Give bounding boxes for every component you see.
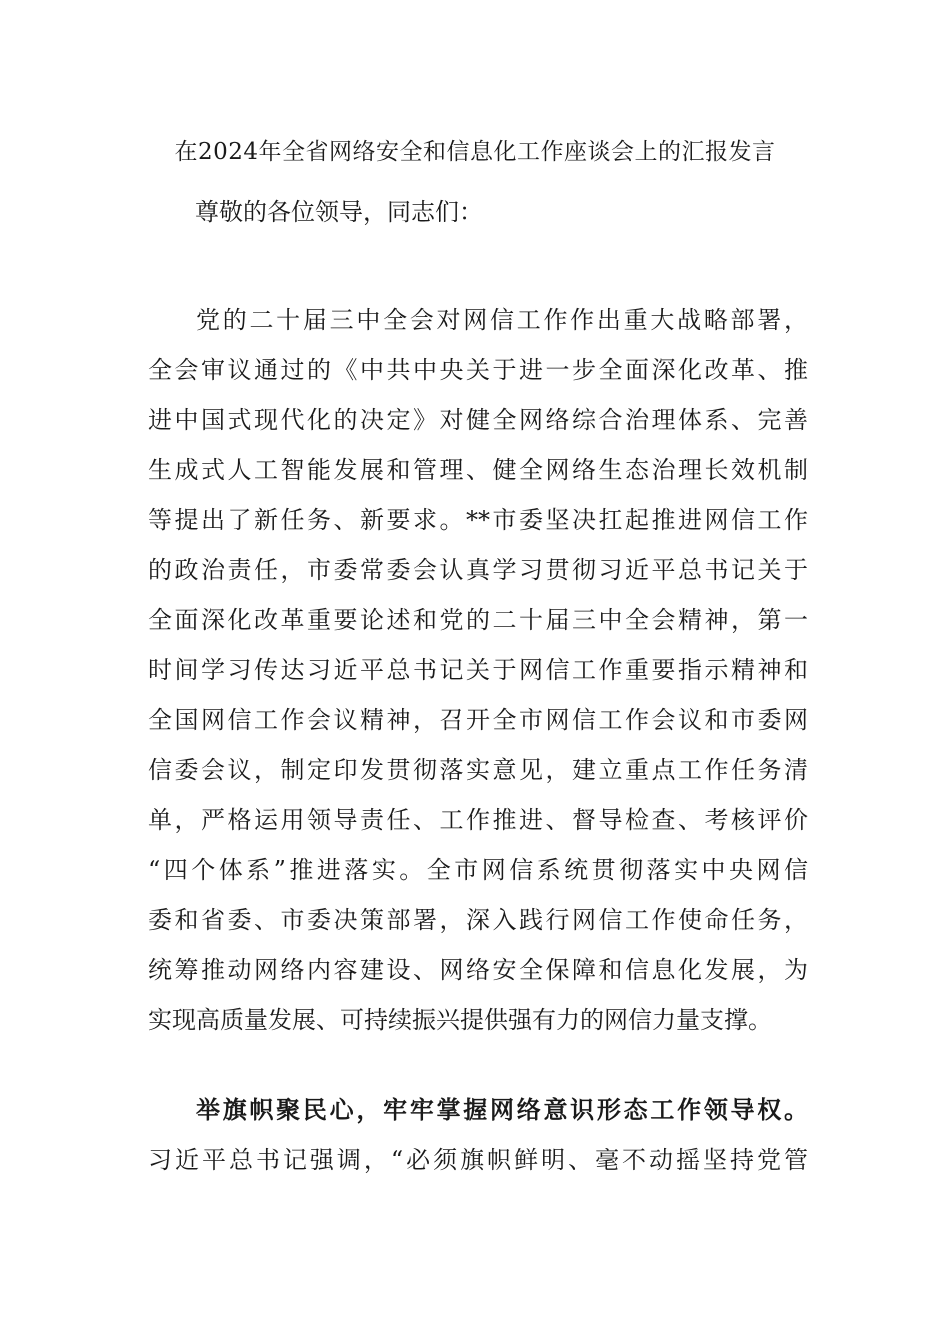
- text-line: 全国网信工作会议精神，召开全市网信工作会议和市委网: [148, 706, 808, 734]
- section-heading: 举旗帜聚民心，牢牢掌握网络意识形态工作领导权。: [196, 1095, 808, 1124]
- paragraph-section-1: [148, 1085, 808, 1185]
- salutation: 尊敬的各位领导，同志们：: [195, 198, 483, 226]
- text-line: “四个体系”推进落实。全市网信系统贯彻落实中央网信: [148, 856, 808, 884]
- document-title: 在2024年全省网络安全和信息化工作座谈会上的汇报发言: [174, 139, 776, 165]
- text-line: 委和省委、市委决策部署，深入践行网信工作使命任务，: [148, 906, 808, 934]
- text-line: 单，严格运用领导责任、工作推进、督导检查、考核评价: [148, 806, 808, 834]
- text-line: 党的二十届三中全会对网信工作作出重大战略部署，: [196, 306, 808, 334]
- text-line: 全面深化改革重要论述和党的二十届三中全会精神，第一: [148, 606, 808, 634]
- text-line: 进中国式现代化的决定》对健全网络综合治理体系、完善: [148, 406, 808, 434]
- text-line: 时间学习传达习近平总书记关于网信工作重要指示精神和: [148, 656, 808, 684]
- text-line: 实现高质量发展、可持续振兴提供强有力的网信力量支撑。: [148, 1006, 772, 1034]
- text-line: 的政治责任，市委常委会认真学习贯彻习近平总书记关于: [148, 556, 808, 584]
- text-line: 信委会议，制定印发贯彻落实意见，建立重点工作任务清: [148, 756, 808, 784]
- text-line: 全会审议通过的《中共中央关于进一步全面深化改革、推: [148, 356, 808, 384]
- paragraph-intro: [148, 295, 808, 1045]
- text-line: 习近平总书记强调，“必须旗帜鲜明、毫不动摇坚持党管: [148, 1146, 808, 1174]
- text-line: 统筹推动网络内容建设、网络安全保障和信息化发展，为: [148, 956, 808, 984]
- text-line: 等提出了新任务、新要求。**市委坚决扛起推进网信工作: [148, 506, 808, 534]
- text-line: 生成式人工智能发展和管理、健全网络生态治理长效机制: [148, 456, 808, 484]
